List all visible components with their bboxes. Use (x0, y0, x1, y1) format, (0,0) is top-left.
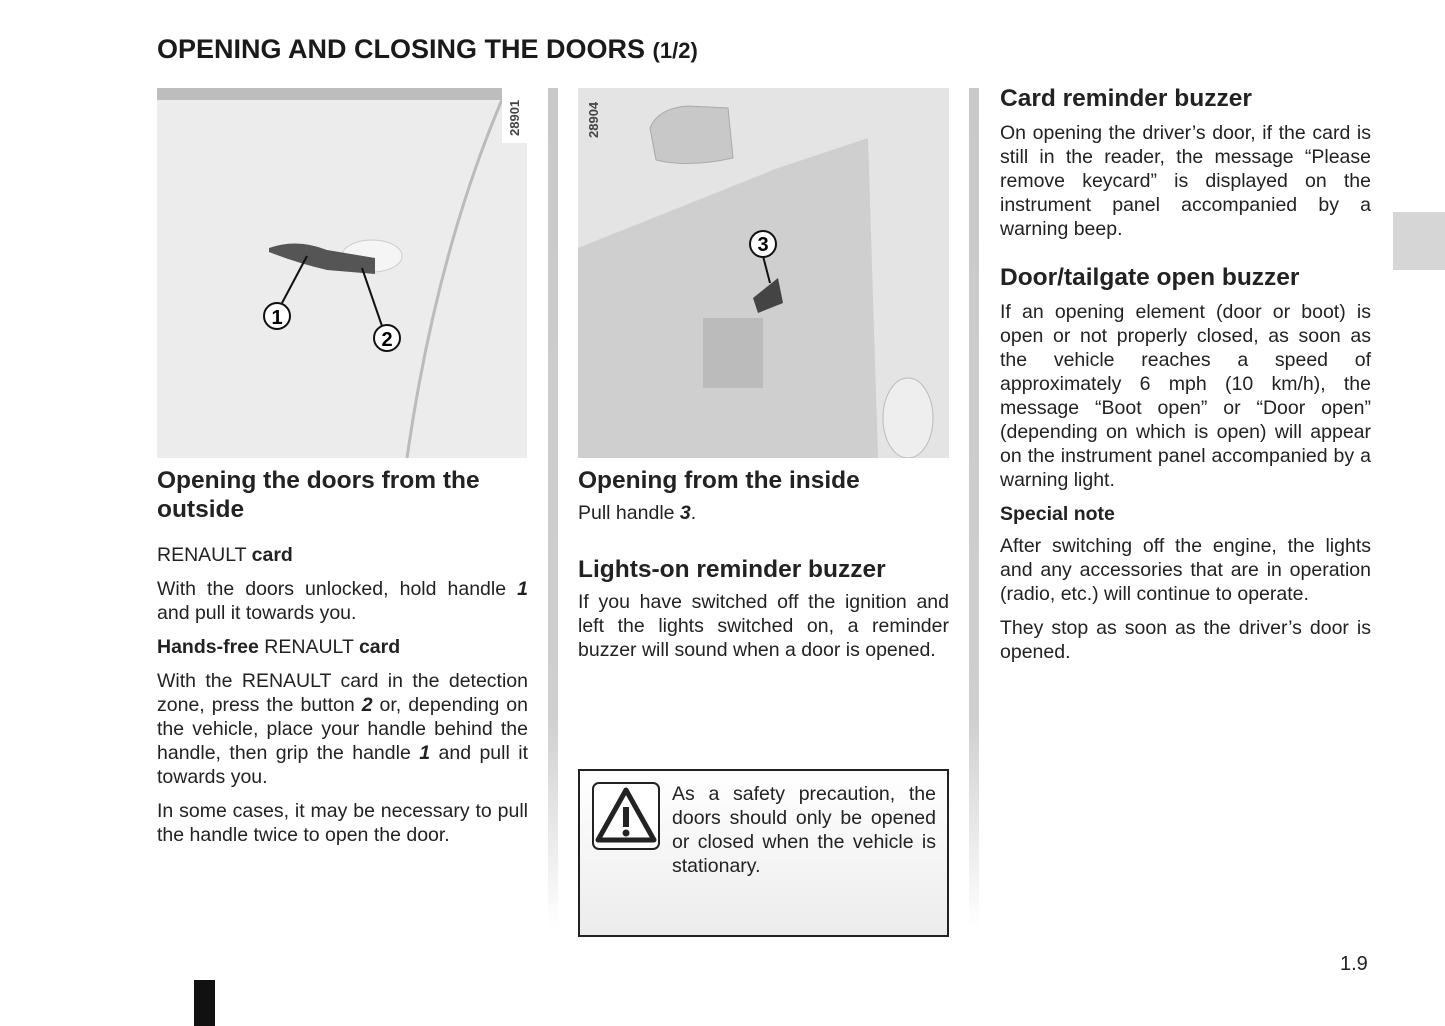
card-label: RENAULT card (157, 544, 293, 566)
column-right (1000, 84, 1371, 674)
paragraph: After switching off the engine, the lights and any accessories that are in operation (radio, etc.) will continue to operate. (1000, 535, 1371, 605)
page-title: OPENING AND CLOSING THE DOORS (1/2) (157, 34, 698, 64)
hands-free-label: Hands-free RENAULT card (157, 636, 401, 658)
paragraph: On opening the driver’s door, if the card is still in the reader, the message “Please remove keycard” is displayed on the instrument panel accompanied by a warning beep. (1000, 122, 1371, 240)
warning-text: As a safety precaution, the doors should only be opened or closed when the vehicle is stationary. (672, 783, 936, 877)
warning-box (578, 769, 949, 937)
special-note-label: Special note (1000, 503, 1115, 525)
column-divider (548, 88, 558, 928)
section-heading: Door/tailgate open buzzer (1000, 264, 1300, 291)
callout-1: 1 (271, 307, 283, 329)
paragraph: In some cases, it may be necessary to pull the handle twice to open the door. (157, 800, 528, 846)
door-handle-illustration (157, 88, 527, 458)
page-number: 1.9 (1340, 953, 1368, 975)
paragraph: Pull handle 3. (578, 502, 697, 524)
page-marker (194, 980, 215, 1026)
column-divider (969, 88, 979, 928)
paragraph: With the RENAULT card in the detection zone, press the button 2 or, depending on the vehicle, place your handle behind the handle, then grip the handle 1 and pull it towards you. (157, 670, 528, 788)
callout-2: 2 (381, 329, 393, 351)
section-heading: Card reminder buzzer (1000, 85, 1252, 112)
paragraph: If an opening element (door or boot) is open or not properly closed, as soon as the vehicle reaches a speed of approximately 6 mph (10 km/h), the message “Boot open” or “Door open” (depending on which is open) will appear on the instrument panel accompanied by a warning light. (1000, 301, 1371, 491)
paragraph: They stop as soon as the driver’s door is opened. (1000, 617, 1371, 663)
section-heading: Lights-on reminder buzzer (578, 556, 886, 583)
chapter-tab (1393, 212, 1445, 270)
warning-icon (592, 782, 660, 850)
callout-3: 3 (757, 234, 769, 256)
interior-door-illustration (578, 88, 949, 458)
paragraph: With the doors unlocked, hold handle 1 and pull it towards you. (157, 578, 528, 624)
column-left (157, 466, 528, 857)
image-ref: 28904 (586, 101, 601, 138)
image-ref: 28901 (507, 99, 522, 136)
paragraph: If you have switched off the ignition and left the lights switched on, a reminder buzzer will sound when a door is opened. (578, 591, 949, 661)
section-heading: Opening from the inside (578, 467, 860, 494)
column-middle (578, 466, 949, 672)
section-heading: Opening the doors from the outside (157, 467, 480, 523)
